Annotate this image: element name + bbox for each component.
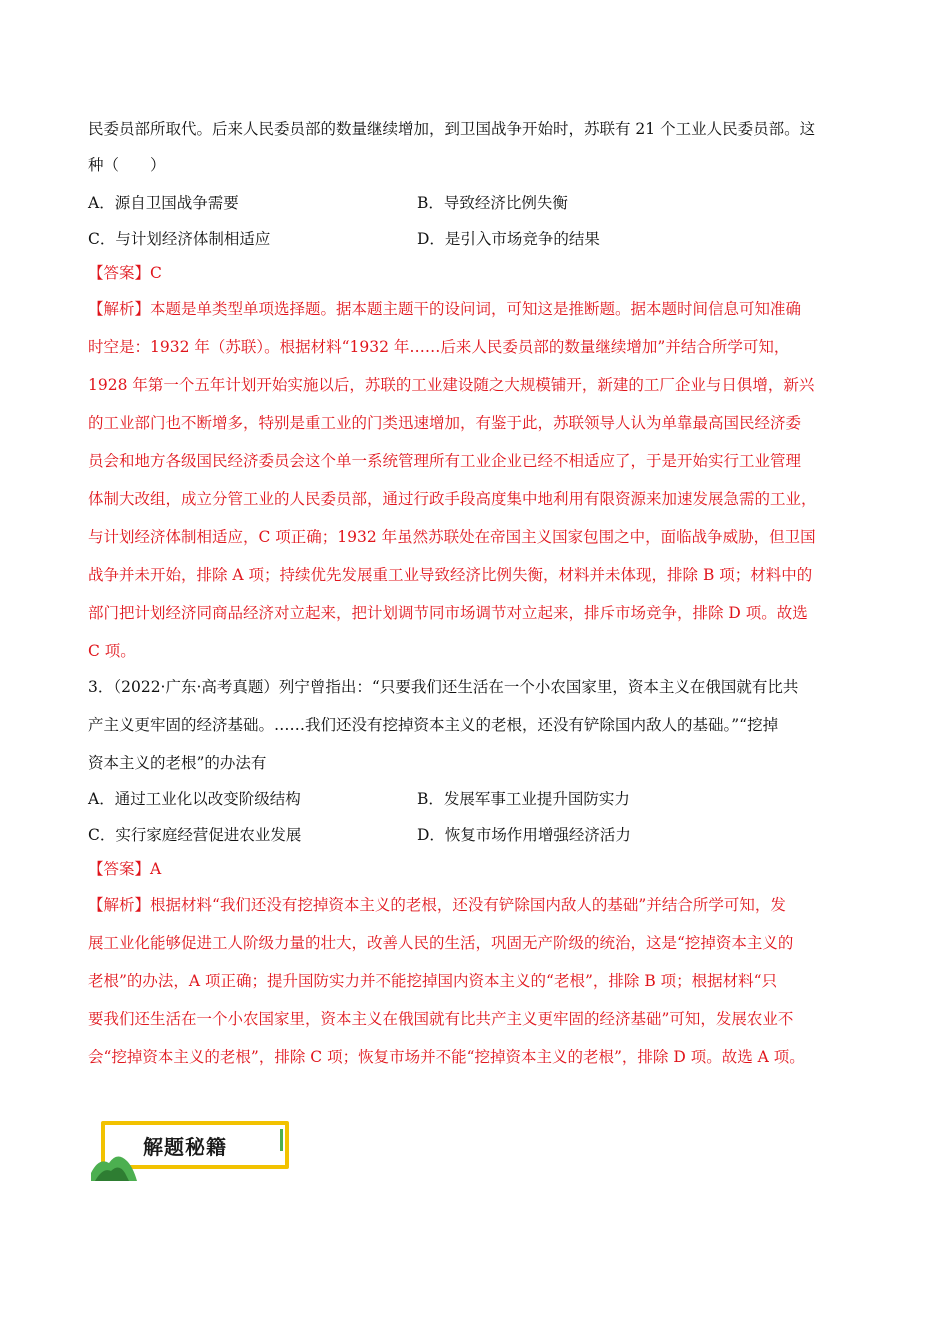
q3-option-a: A．通过工业化以改变阶级结构 (88, 790, 301, 808)
section-title: 解题秘籍 (143, 1135, 227, 1159)
q3-analysis-line: 要我们还生活在一个小农国家里，资本主义在俄国就有比共产主义更牢固的经济基础”可知，发展农业不 (88, 1010, 794, 1028)
q3-analysis-line: 老根”的办法，A 项正确；提升国防实力并不能挖掉国内资本主义的“老根”，排除 B 项；根据材料“只 (88, 972, 778, 990)
q2-analysis-line: 【解析】本题是单类型单项选择题。据本题主题干的设问词，可知这是推断题。据本题时间信息可知准确 (88, 300, 802, 318)
q2-analysis-line: 战争并未开始，排除 A 项；持续优先发展重工业导致经济比例失衡，材料并未体现，排除 B 项；材料中的 (88, 566, 813, 584)
q2-analysis-line: 时空是：1932 年（苏联）。根据材料“1932 年……后来人民委员部的数量继续增加”并结合所学可知， (88, 338, 790, 356)
q2-analysis-line: 1928 年第一个五年计划开始实施以后，苏联的工业建设随之大规模铺开，新建的工厂企业与日俱增，新兴 (88, 376, 815, 394)
q2-analysis-line: 与计划经济体制相适应，C 项正确；1932 年虽然苏联处在帝国主义国家包围之中，面临战争威胁，但卫国 (88, 528, 816, 546)
badge-accent-bar (280, 1129, 283, 1151)
q3-stem-line-1: 3．（2022·广东·高考真题）列宁曾指出：“只要我们还生活在一个小农国家里，资本主义在俄国就有比共 (88, 678, 799, 696)
q3-stem-line-2: 产主义更牢固的经济基础。……我们还没有挖掉资本主义的老根，还没有铲除国内敌人的基础。”“挖掉 (88, 716, 779, 734)
q3-option-c: C．实行家庭经营促进农业发展 (88, 826, 302, 844)
q3-analysis-line: 【解析】根据材料“我们还没有挖掉资本主义的老根，还没有铲除国内敌人的基础”并结合所学可知，发 (88, 896, 786, 914)
q2-option-c: C．与计划经济体制相适应 (88, 230, 271, 248)
hills-icon (91, 1145, 137, 1181)
q3-answer: 【答案】A (88, 860, 162, 878)
q3-analysis-line: 会“挖掉资本主义的老根”，排除 C 项；恢复市场并不能“挖掉资本主义的老根”，排除 D 项。故选 A 项。 (88, 1048, 805, 1066)
q2-analysis-line: C 项。 (88, 642, 136, 660)
q2-option-b: B．导致经济比例失衡 (417, 194, 568, 212)
q2-analysis-line: 体制大改组，成立分管工业的人民委员部，通过行政手段高度集中地利用有限资源来加速发展急需的工业， (88, 490, 817, 508)
q2-analysis-line: 的工业部门也不断增多，特别是重工业的门类迅速增加，有鉴于此，苏联领导人认为单靠最高国民经济委 (88, 414, 802, 432)
q2-analysis-line: 员会和地方各级国民经济委员会这个单一系统管理所有工业企业已经不相适应了，于是开始实行工业管理 (88, 452, 802, 470)
q2-answer: 【答案】C (88, 264, 162, 282)
q2-analysis-line: 部门把计划经济同商品经济对立起来，把计划调节同市场调节对立起来，排斥市场竞争，排除 D 项。故选 (88, 604, 808, 622)
q2-stem-line-2: 种（ ） (88, 156, 166, 174)
q2-stem-line-1: 民委员部所取代。后来人民委员部的数量继续增加，到卫国战争开始时，苏联有 21 个工业人民委员部。这 (88, 120, 816, 138)
q3-option-b: B．发展军事工业提升国防实力 (417, 790, 630, 808)
section-badge (97, 1121, 293, 1175)
q2-option-d: D．是引入市场竞争的结果 (417, 230, 600, 248)
q3-option-d: D．恢复市场作用增强经济活力 (417, 826, 631, 844)
q3-stem-line-3: 资本主义的老根”的办法有 (88, 754, 267, 772)
q3-analysis-line: 展工业化能够促进工人阶级力量的壮大，改善人民的生活，巩固无产阶级的统治，这是“挖掉资本主义的 (88, 934, 794, 952)
q2-option-a: A．源自卫国战争需要 (88, 194, 239, 212)
